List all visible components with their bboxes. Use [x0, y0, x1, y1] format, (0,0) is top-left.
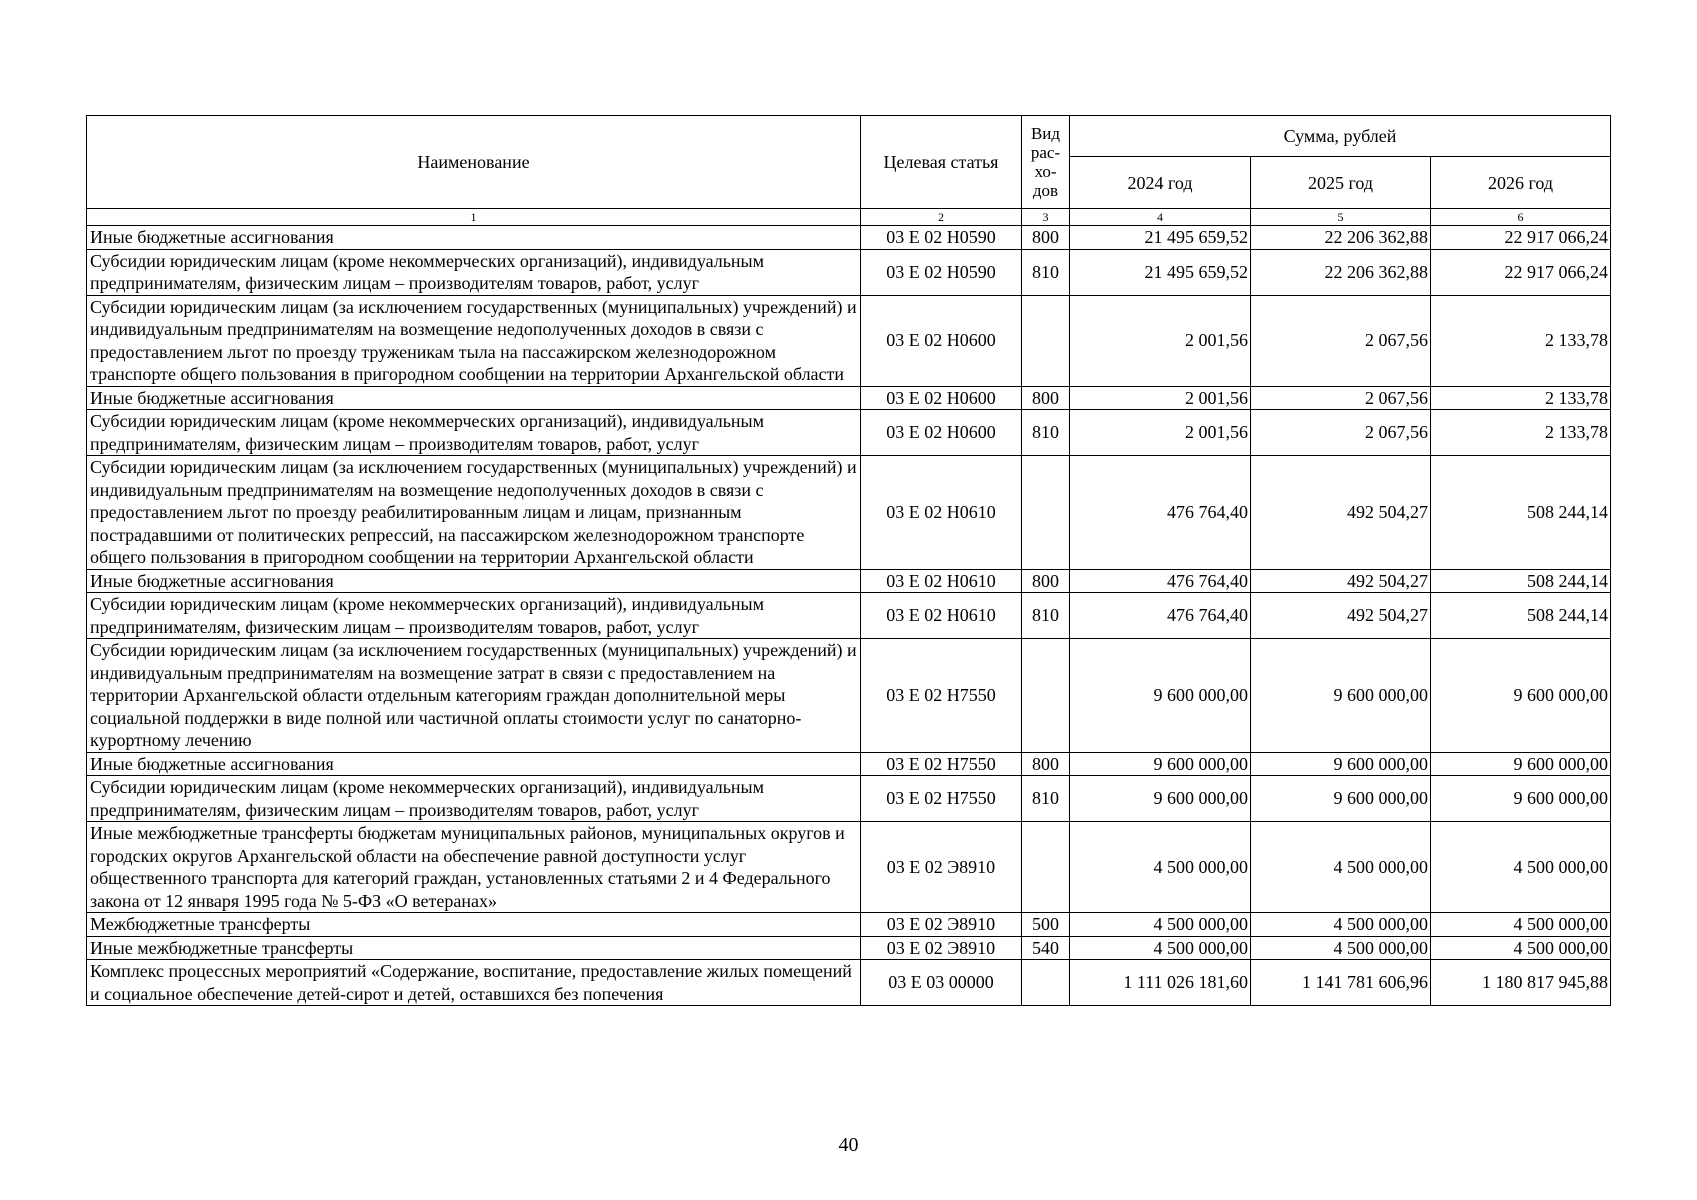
row-sum-2024: 21 495 659,52	[1070, 249, 1251, 295]
row-target-article: 03 Е 02 Н0610	[861, 569, 1022, 593]
row-name: Комплекс процессных мероприятий «Содержание, воспитание, предоставление жилых помещений и социальное обеспечение детей-сирот и детей, оставшихся без попечения	[87, 960, 861, 1006]
row-sum-2025: 2 067,56	[1251, 295, 1431, 386]
row-sum-2025: 492 504,27	[1251, 569, 1431, 593]
row-target-article: 03 Е 02 Н7550	[861, 776, 1022, 822]
row-sum-2025: 1 141 781 606,96	[1251, 960, 1431, 1006]
row-sum-2024: 9 600 000,00	[1070, 752, 1251, 776]
row-name: Субсидии юридическим лицам (за исключением государственных (муниципальных) учреждений) и индивидуальным предпринимателям на возмещение недополученных доходов в связи с предоставлением льгот по проезду реабилитированным лицам и лицам, признанным пострадавшими от политических репрессий, на пассажирском железнодорожном транспорте общего пользования в пригородном сообщении на территории Архангельской области	[87, 456, 861, 570]
row-sum-2026: 9 600 000,00	[1431, 639, 1611, 753]
row-name: Иные бюджетные ассигнования	[87, 569, 861, 593]
row-sum-2025: 492 504,27	[1251, 456, 1431, 570]
row-name: Межбюджетные трансферты	[87, 913, 861, 937]
table-row	[87, 936, 1611, 960]
row-sum-2025: 4 500 000,00	[1251, 936, 1431, 960]
row-expense-type	[1022, 456, 1070, 570]
row-expense-type: 800	[1022, 226, 1070, 250]
row-sum-2026: 508 244,14	[1431, 456, 1611, 570]
row-target-article: 03 Е 02 Э8910	[861, 822, 1022, 913]
row-name: Субсидии юридическим лицам (кроме некоммерческих организаций), индивидуальным предпринимателям, физическим лицам – производителям товаров, работ, услуг	[87, 593, 861, 639]
column-number: 2	[861, 209, 1022, 226]
row-sum-2024: 1 111 026 181,60	[1070, 960, 1251, 1006]
row-sum-2026: 9 600 000,00	[1431, 752, 1611, 776]
row-sum-2024: 476 764,40	[1070, 593, 1251, 639]
row-name: Иные бюджетные ассигнования	[87, 226, 861, 250]
row-sum-2026: 9 600 000,00	[1431, 776, 1611, 822]
row-sum-2026: 508 244,14	[1431, 593, 1611, 639]
table-row	[87, 822, 1611, 913]
column-number: 4	[1070, 209, 1251, 226]
row-target-article: 03 Е 02 Н0590	[861, 249, 1022, 295]
row-sum-2025: 9 600 000,00	[1251, 776, 1431, 822]
table-row	[87, 913, 1611, 937]
row-sum-2024: 476 764,40	[1070, 456, 1251, 570]
row-target-article: 03 Е 02 Н0600	[861, 295, 1022, 386]
column-number: 6	[1431, 209, 1611, 226]
header-year-2024: 2024 год	[1070, 157, 1251, 209]
row-target-article: 03 Е 03 00000	[861, 960, 1022, 1006]
row-target-article: 03 Е 02 Э8910	[861, 936, 1022, 960]
row-expense-type: 810	[1022, 593, 1070, 639]
header-expense-type: Вид рас-хо-дов	[1022, 116, 1070, 209]
column-number: 5	[1251, 209, 1431, 226]
row-target-article: 03 Е 02 Н7550	[861, 752, 1022, 776]
row-target-article: 03 Е 02 Н0600	[861, 410, 1022, 456]
row-expense-type	[1022, 295, 1070, 386]
table-row	[87, 386, 1611, 410]
column-number-row	[87, 209, 1611, 226]
row-sum-2024: 21 495 659,52	[1070, 226, 1251, 250]
table-row	[87, 960, 1611, 1006]
header-year-2026: 2026 год	[1431, 157, 1611, 209]
row-target-article: 03 Е 02 Н0610	[861, 456, 1022, 570]
column-number: 3	[1022, 209, 1070, 226]
row-sum-2025: 22 206 362,88	[1251, 226, 1431, 250]
row-target-article: 03 Е 02 Н0590	[861, 226, 1022, 250]
row-sum-2025: 492 504,27	[1251, 593, 1431, 639]
row-expense-type: 800	[1022, 386, 1070, 410]
row-sum-2024: 9 600 000,00	[1070, 639, 1251, 753]
row-sum-2026: 4 500 000,00	[1431, 913, 1611, 937]
row-name: Иные бюджетные ассигнования	[87, 752, 861, 776]
row-sum-2024: 2 001,56	[1070, 410, 1251, 456]
table-row	[87, 226, 1611, 250]
row-target-article: 03 Е 02 Э8910	[861, 913, 1022, 937]
row-sum-2025: 9 600 000,00	[1251, 639, 1431, 753]
row-sum-2025: 2 067,56	[1251, 410, 1431, 456]
page-number: 40	[838, 1134, 859, 1156]
row-sum-2026: 2 133,78	[1431, 410, 1611, 456]
row-sum-2024: 4 500 000,00	[1070, 913, 1251, 937]
row-name: Субсидии юридическим лицам (кроме некоммерческих организаций), индивидуальным предпринимателям, физическим лицам – производителям товаров, работ, услуг	[87, 249, 861, 295]
row-sum-2026: 4 500 000,00	[1431, 822, 1611, 913]
table-row	[87, 295, 1611, 386]
row-sum-2026: 1 180 817 945,88	[1431, 960, 1611, 1006]
row-name: Субсидии юридическим лицам (за исключением государственных (муниципальных) учреждений) и индивидуальным предпринимателям на возмещение недополученных доходов в связи с предоставлением льгот по проезду труженикам тыла на пассажирском железнодорожном транспорте общего пользования в пригородном сообщении на территории Архангельской области	[87, 295, 861, 386]
table-row	[87, 593, 1611, 639]
row-target-article: 03 Е 02 Н0600	[861, 386, 1022, 410]
row-expense-type: 810	[1022, 410, 1070, 456]
header-target-article: Целевая статья	[861, 116, 1022, 209]
row-expense-type: 800	[1022, 752, 1070, 776]
row-sum-2025: 4 500 000,00	[1251, 913, 1431, 937]
row-expense-type: 810	[1022, 776, 1070, 822]
row-sum-2024: 4 500 000,00	[1070, 822, 1251, 913]
row-sum-2025: 4 500 000,00	[1251, 822, 1431, 913]
row-expense-type	[1022, 639, 1070, 753]
row-sum-2025: 22 206 362,88	[1251, 249, 1431, 295]
row-sum-2026: 22 917 066,24	[1431, 226, 1611, 250]
header-year-2025: 2025 год	[1251, 157, 1431, 209]
row-expense-type: 810	[1022, 249, 1070, 295]
row-target-article: 03 Е 02 Н7550	[861, 639, 1022, 753]
row-name: Иные межбюджетные трансферты	[87, 936, 861, 960]
row-expense-type	[1022, 822, 1070, 913]
header-name: Наименование	[87, 116, 861, 209]
row-sum-2024: 9 600 000,00	[1070, 776, 1251, 822]
row-sum-2024: 4 500 000,00	[1070, 936, 1251, 960]
table-row	[87, 456, 1611, 570]
row-name: Субсидии юридическим лицам (кроме некоммерческих организаций), индивидуальным предпринимателям, физическим лицам – производителям товаров, работ, услуг	[87, 776, 861, 822]
column-number: 1	[87, 209, 861, 226]
header-sum: Сумма, рублей	[1070, 116, 1611, 157]
row-name: Иные бюджетные ассигнования	[87, 386, 861, 410]
row-sum-2026: 508 244,14	[1431, 569, 1611, 593]
row-sum-2024: 476 764,40	[1070, 569, 1251, 593]
table-row	[87, 776, 1611, 822]
row-name: Субсидии юридическим лицам (за исключением государственных (муниципальных) учреждений) и индивидуальным предпринимателям на возмещение затрат в связи с предоставлением на территории Архангельской области отдельным категориям граждан дополнительной меры социальной поддержки в виде полной или частичной оплаты стоимости услуг по санаторно-курортному лечению	[87, 639, 861, 753]
row-sum-2024: 2 001,56	[1070, 295, 1251, 386]
row-sum-2025: 9 600 000,00	[1251, 752, 1431, 776]
table-row	[87, 249, 1611, 295]
row-sum-2025: 2 067,56	[1251, 386, 1431, 410]
row-expense-type: 540	[1022, 936, 1070, 960]
row-expense-type: 800	[1022, 569, 1070, 593]
table-row	[87, 639, 1611, 753]
table-row	[87, 410, 1611, 456]
row-expense-type	[1022, 960, 1070, 1006]
row-sum-2024: 2 001,56	[1070, 386, 1251, 410]
row-name: Субсидии юридическим лицам (кроме некоммерческих организаций), индивидуальным предпринимателям, физическим лицам – производителям товаров, работ, услуг	[87, 410, 861, 456]
row-name: Иные межбюджетные трансферты бюджетам муниципальных районов, муниципальных округов и городских округов Архангельской области на обеспечение равной доступности услуг общественного транспорта для категорий граждан, установленных статьями 2 и 4 Федерального закона от 12 января 1995 года № 5-ФЗ «О ветеранах»	[87, 822, 861, 913]
row-expense-type: 500	[1022, 913, 1070, 937]
row-sum-2026: 2 133,78	[1431, 295, 1611, 386]
row-target-article: 03 Е 02 Н0610	[861, 593, 1022, 639]
row-sum-2026: 4 500 000,00	[1431, 936, 1611, 960]
row-sum-2026: 22 917 066,24	[1431, 249, 1611, 295]
budget-table	[86, 115, 1611, 1006]
table-row	[87, 752, 1611, 776]
table-row	[87, 569, 1611, 593]
row-sum-2026: 2 133,78	[1431, 386, 1611, 410]
